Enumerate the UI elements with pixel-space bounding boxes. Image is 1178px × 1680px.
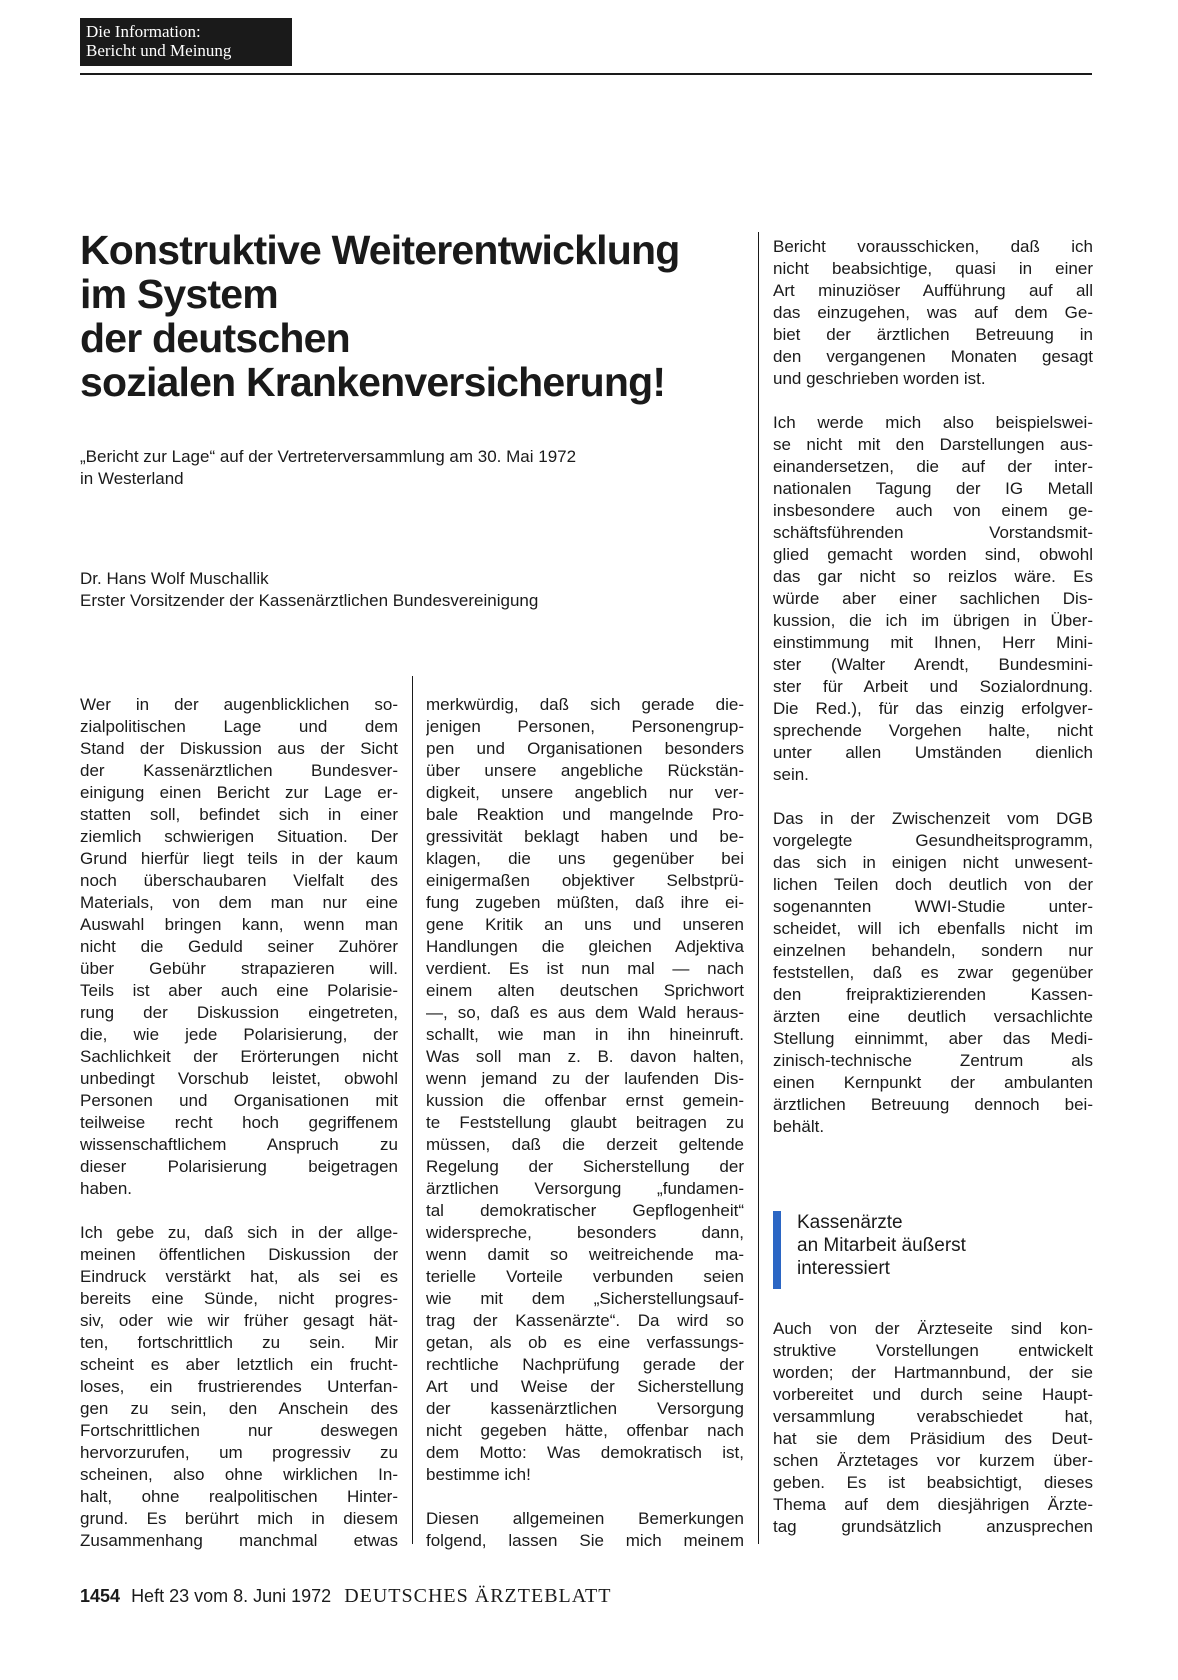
text-line: einigermaßen objektiver Selbstprü- bbox=[426, 871, 744, 890]
paragraph bbox=[80, 1222, 398, 1552]
text-line: struktive Vorstellungen entwickelt bbox=[773, 1341, 1093, 1360]
text-line: bale Reaktion und mangelnde Pro- bbox=[426, 805, 744, 824]
author-name: Dr. Hans Wolf Muschallik bbox=[80, 569, 269, 588]
text-line: nationalen Tagung der IG Metall bbox=[773, 479, 1093, 498]
text-line: wie mit dem „Sicherstellungsauf- bbox=[426, 1289, 744, 1308]
text-line: glied gemacht worden sind, obwohl bbox=[773, 545, 1093, 564]
text-line: fung zugeben müßten, daß ihre ei- bbox=[426, 893, 744, 912]
text-line: Personen und Organisationen mit bbox=[80, 1091, 398, 1110]
text-line: insbesondere auch von einem ge- bbox=[773, 501, 1093, 520]
text-line: vorgelegte Gesundheitsprogramm, bbox=[773, 831, 1093, 850]
text-line: rung der Diskussion eingetreten, bbox=[80, 1003, 398, 1022]
text-line: se nicht mit den Darstellungen aus- bbox=[773, 435, 1093, 454]
headline bbox=[80, 228, 760, 404]
text-line: einandersetzen, die auf der inter- bbox=[773, 457, 1093, 476]
text-line: scheint es aber letztlich ein frucht- bbox=[80, 1355, 398, 1374]
text-line: der kassenärztlichen Versorgung bbox=[426, 1399, 744, 1418]
text-line: verdient. Es ist nun mal — nach bbox=[426, 959, 744, 978]
text-line: ärzten eine deutlich versachlichte bbox=[773, 1007, 1093, 1026]
text-line: Stand der Diskussion aus der Sicht bbox=[80, 739, 398, 758]
paragraph bbox=[426, 1508, 744, 1552]
text-line: einen Kernpunkt der ambulanten bbox=[773, 1073, 1093, 1092]
text-line: Das in der Zwischenzeit vom DGB bbox=[773, 809, 1093, 828]
column-2 bbox=[426, 694, 744, 1574]
text-line: digkeit, unsere angeblich nur ver- bbox=[426, 783, 744, 802]
text-line: ster (Walter Arendt, Bundesmini- bbox=[773, 655, 1093, 674]
text-line: Fortschrittlichen nur deswegen bbox=[80, 1421, 398, 1440]
top-rule bbox=[80, 73, 1092, 75]
text-line: ziemlich schwierigen Situation. Der bbox=[80, 827, 398, 846]
text-line: den freipraktizierenden Kassen- bbox=[773, 985, 1093, 1004]
text-line: einstimmung mit Ihnen, Herr Mini- bbox=[773, 633, 1093, 652]
text-line: Art und Weise der Sicherstellung bbox=[426, 1377, 744, 1396]
text-line: Die Red.), für das einzig erfolgver- bbox=[773, 699, 1093, 718]
text-line: zinisch-technische Zentrum als bbox=[773, 1051, 1093, 1070]
text-line: —, so, daß es aus dem Wald heraus- bbox=[426, 1003, 744, 1022]
text-line: gressivität beklagt haben und be- bbox=[426, 827, 744, 846]
author-role: Erster Vorsitzender der Kassenärztlichen Bundesvereinigung bbox=[80, 591, 539, 610]
text-line: bestimme ich! bbox=[426, 1465, 531, 1484]
section-label-line-2: Bericht und Meinung bbox=[86, 41, 232, 60]
text-line: Diesen allgemeinen Bemerkungen bbox=[426, 1509, 744, 1528]
text-line: das sich in einigen nicht unwesent- bbox=[773, 853, 1093, 872]
text-line: einigung einen Bericht zur Lage er- bbox=[80, 783, 398, 802]
text-line: folgend, lassen Sie mich meinem bbox=[426, 1531, 744, 1550]
text-line: gen zu sein, den Anschein des bbox=[80, 1399, 398, 1418]
text-line: schäftsführenden Vorstandsmit- bbox=[773, 523, 1093, 542]
text-line: müssen, daß die derzeit geltende bbox=[426, 1135, 744, 1154]
text-line: vorbereitet und durch seine Haupt- bbox=[773, 1385, 1093, 1404]
text-line: bereits eine Sünde, nicht progres- bbox=[80, 1289, 398, 1308]
text-line: Bericht vorausschicken, daß ich bbox=[773, 237, 1093, 256]
text-line: Wer in der augenblicklichen so- bbox=[80, 695, 398, 714]
text-line: dem Motto: Was demokratisch ist, bbox=[426, 1443, 744, 1462]
text-line: einem alten deutschen Sprichwort bbox=[426, 981, 744, 1000]
text-line: noch überschaubaren Vielfalt des bbox=[80, 871, 398, 890]
pull-quote-text bbox=[797, 1211, 966, 1280]
paragraph bbox=[426, 694, 744, 1486]
text-line: der Kassenärztlichen Bundesver- bbox=[80, 761, 398, 780]
section-label-line-1: Die Information: bbox=[86, 22, 201, 41]
text-line: halt, ohne realpolitischen Hinter- bbox=[80, 1487, 398, 1506]
text-line: Ich gebe zu, daß sich in der allge- bbox=[80, 1223, 398, 1242]
text-line: dieser Polarisierung beigetragen bbox=[80, 1157, 398, 1176]
headline-line: Konstruktive Weiterentwicklung bbox=[80, 227, 680, 273]
text-line: Teils ist aber auch eine Polarisie- bbox=[80, 981, 398, 1000]
paragraph bbox=[773, 808, 1093, 1138]
text-line: pen und Organisationen besonders bbox=[426, 739, 744, 758]
pull-quote-line: Kassenärzte bbox=[797, 1212, 903, 1233]
text-line: ärztlichen Versorgung „fundamen- bbox=[426, 1179, 744, 1198]
paragraph bbox=[80, 694, 398, 1200]
text-line: Grund hierfür liegt teils in der kaum bbox=[80, 849, 398, 868]
text-line: kussion, die ich im übrigen in Über- bbox=[773, 611, 1093, 630]
text-line: hervorzurufen, um progressiv zu bbox=[80, 1443, 398, 1462]
text-line: unter allen Umständen dienlich bbox=[773, 743, 1093, 762]
text-line: einzelnen behandeln, sondern nur bbox=[773, 941, 1093, 960]
text-line: tag grundsätzlich anzusprechen bbox=[773, 1517, 1093, 1536]
text-line: über Gebühr strapazieren will. bbox=[80, 959, 398, 978]
pull-quote-line: interessiert bbox=[797, 1258, 890, 1279]
paragraph bbox=[773, 236, 1093, 390]
text-line: Zusammenhang manchmal etwas bbox=[80, 1531, 398, 1550]
text-line: Auswahl bringen kann, wenn man bbox=[80, 915, 398, 934]
section-label bbox=[80, 18, 292, 66]
text-line: sprechende Vorgehen halte, nicht bbox=[773, 721, 1093, 740]
text-line: Thema auf dem diesjährigen Ärzte- bbox=[773, 1495, 1093, 1514]
text-line: ärztlichen Betreuung dennoch bei- bbox=[773, 1095, 1093, 1114]
text-line: gene Kritik an uns und unseren bbox=[426, 915, 744, 934]
text-line: grund. Es berührt mich in diesem bbox=[80, 1509, 398, 1528]
text-line: sein. bbox=[773, 765, 809, 784]
headline-line: sozialen Krankenversicherung! bbox=[80, 359, 666, 405]
text-line: worden; der Hartmannbund, der sie bbox=[773, 1363, 1093, 1382]
text-line: terielle Vorteile verbunden seien bbox=[426, 1267, 744, 1286]
paragraph bbox=[773, 1318, 1093, 1538]
text-line: versammlung verabschiedet hat, bbox=[773, 1407, 1093, 1426]
pull-quote-line: an Mitarbeit äußerst bbox=[797, 1235, 966, 1256]
text-line: ten, fortschrittlich zu sein. Mir bbox=[80, 1333, 398, 1352]
text-line: meinen öffentlichen Diskussion der bbox=[80, 1245, 398, 1264]
text-line: behält. bbox=[773, 1117, 825, 1136]
headline-line: der deutschen bbox=[80, 315, 350, 361]
text-line: loses, ein frustrierendes Unterfan- bbox=[80, 1377, 398, 1396]
text-line: siv, oder wie wir früher gesagt hät- bbox=[80, 1311, 398, 1330]
text-line: sogenannten WWI-Studie unter- bbox=[773, 897, 1093, 916]
text-line: zialpolitischen Lage und dem bbox=[80, 717, 398, 736]
text-line: Eindruck verstärkt hat, als sei es bbox=[80, 1267, 398, 1286]
journal-name: DEUTSCHES ÄRZTEBLATT bbox=[344, 1585, 612, 1607]
text-line: scheinen, also ohne wirklichen In- bbox=[80, 1465, 398, 1484]
text-line: haben. bbox=[80, 1179, 132, 1198]
footer bbox=[80, 1584, 611, 1608]
text-line: über unsere angebliche Rückstän- bbox=[426, 761, 744, 780]
paragraph bbox=[773, 412, 1093, 786]
text-line: trag der Kassenärzte“. Da wird so bbox=[426, 1311, 744, 1330]
text-line: hat sie dem Präsidium des Deut- bbox=[773, 1429, 1093, 1448]
author-block bbox=[80, 568, 740, 612]
text-line: merkwürdig, daß sich gerade die- bbox=[426, 695, 744, 714]
text-line: Auch von der Ärzteseite sind kon- bbox=[773, 1319, 1093, 1338]
column-3-continued bbox=[773, 1318, 1093, 1560]
text-line: Ich werde mich also beispielswei- bbox=[773, 413, 1093, 432]
text-line: das gar nicht so reizlos wäre. Es bbox=[773, 567, 1093, 586]
text-line: getan, als ob es eine verfassungs- bbox=[426, 1333, 744, 1352]
text-line: rechtliche Nachprüfung gerade der bbox=[426, 1355, 744, 1374]
text-line: statten soll, befindet sich in einer bbox=[80, 805, 398, 824]
subtitle-line: „Bericht zur Lage“ auf der Vertreterversammlung am 30. Mai 1972 bbox=[80, 447, 577, 466]
column-1 bbox=[80, 694, 398, 1574]
issue-info: Heft 23 vom 8. Juni 1972 bbox=[131, 1586, 332, 1606]
subtitle-line: in Westerland bbox=[80, 469, 184, 488]
text-line: Handlungen die gleichen Adjektiva bbox=[426, 937, 744, 956]
text-line: jenigen Personen, Personengrup- bbox=[426, 717, 744, 736]
text-line: kussion die offenbar ernst gemein- bbox=[426, 1091, 744, 1110]
text-line: tal demokratischer Gepflogenheit“ bbox=[426, 1201, 744, 1220]
headline-line: im System bbox=[80, 271, 278, 317]
pull-quote-bar bbox=[773, 1211, 781, 1289]
text-line: unbedingt Vorschub leistet, obwohl bbox=[80, 1069, 398, 1088]
column-divider bbox=[412, 676, 413, 1544]
subtitle bbox=[80, 446, 720, 490]
text-line: nicht beabsichtige, quasi in einer bbox=[773, 259, 1093, 278]
text-line: den vergangenen Monaten gesagt bbox=[773, 347, 1093, 366]
text-line: feststellen, daß es zwar gegenüber bbox=[773, 963, 1093, 982]
text-line: schallt, wie man in ihn hineinruft. bbox=[426, 1025, 744, 1044]
text-line: Art minuziöser Aufführung auf all bbox=[773, 281, 1093, 300]
text-line: wenn damit so weitreichende ma- bbox=[426, 1245, 744, 1264]
pull-quote bbox=[773, 1211, 1073, 1291]
column-3 bbox=[773, 236, 1093, 1160]
text-line: schen Ärztetages vor kurzem über- bbox=[773, 1451, 1093, 1470]
text-line: Materials, von dem man nur eine bbox=[80, 893, 398, 912]
text-line: wenn jemand zu der laufenden Dis- bbox=[426, 1069, 744, 1088]
text-line: Sachlichkeit der Erörterungen nicht bbox=[80, 1047, 398, 1066]
text-line: biet der ärztlichen Betreuung in bbox=[773, 325, 1093, 344]
text-line: Was soll man z. B. davon halten, bbox=[426, 1047, 744, 1066]
text-line: Regelung der Sicherstellung der bbox=[426, 1157, 744, 1176]
page-number: 1454 bbox=[80, 1586, 121, 1606]
text-line: wissenschaftlichem Anspruch zu bbox=[80, 1135, 398, 1154]
text-line: klagen, die uns gegenüber bei bbox=[426, 849, 744, 868]
text-line: das einzugehen, was auf dem Ge- bbox=[773, 303, 1093, 322]
text-line: geben. Es ist beabsichtigt, dieses bbox=[773, 1473, 1093, 1492]
text-line: teilweise recht hoch gegriffenem bbox=[80, 1113, 398, 1132]
text-line: lichen Teilen doch deutlich von der bbox=[773, 875, 1093, 894]
text-line: ster für Arbeit und Sozialordnung. bbox=[773, 677, 1093, 696]
text-line: widerspreche, besonders dann, bbox=[426, 1223, 744, 1242]
text-line: te Feststellung glaubt beitragen zu bbox=[426, 1113, 744, 1132]
text-line: nicht die Geduld seiner Zuhörer bbox=[80, 937, 398, 956]
text-line: scheidet, will ich ebenfalls nicht im bbox=[773, 919, 1093, 938]
text-line: Stellung einnimmt, aber das Medi- bbox=[773, 1029, 1093, 1048]
text-line: und geschrieben worden ist. bbox=[773, 369, 986, 388]
text-line: die, wie jede Polarisierung, der bbox=[80, 1025, 398, 1044]
column-divider bbox=[758, 232, 759, 1544]
text-line: würde aber einer sachlichen Dis- bbox=[773, 589, 1093, 608]
text-line: nicht gegeben hätte, offenbar nach bbox=[426, 1421, 744, 1440]
